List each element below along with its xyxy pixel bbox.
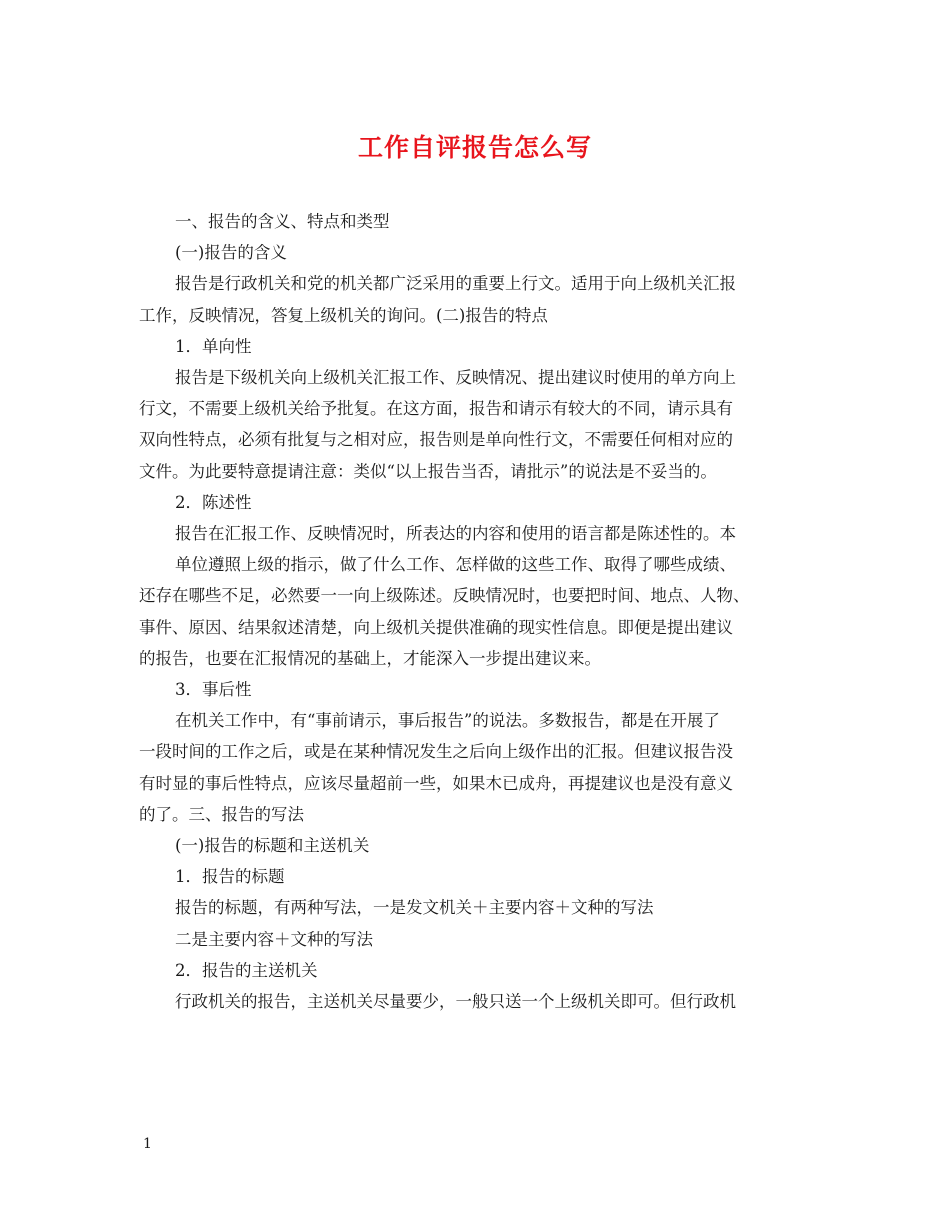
paragraph-line: 的报告，也要在汇报情况的基础上，才能深入一步提出建议来。 [139,648,601,668]
paragraph-line: 报告是下级机关向上级机关汇报工作、反映情况、提出建议时使用的单方向上 [175,368,736,388]
paragraph-line: 二是主要内容＋文种的写法 [175,929,373,949]
item-heading: 1．报告的标题 [175,867,285,887]
paragraph-line: 还存在哪些不足，必然要一一向上级陈述。反映情况时，也要把时间、地点、人物、 [139,586,750,606]
item-heading: 1．单向性 [175,336,252,356]
item-heading: 2．报告的主送机关 [175,960,318,980]
item-heading: 3．事后性 [175,680,252,700]
subsection-heading: (一)报告的含义 [175,243,287,263]
paragraph-line: 报告在汇报工作、反映情况时，所表达的内容和使用的语言都是陈述性的。本 [175,524,736,544]
paragraph-line: 一段时间的工作之后，或是在某种情况发生之后向上级作出的汇报。但建议报告没 [139,742,733,762]
section-heading-1: 一、报告的含义、特点和类型 [175,212,390,231]
paragraph-line: 报告的标题，有两种写法，一是发文机关＋主要内容＋文种的写法 [175,898,654,918]
paragraph-line: 在机关工作中，有“事前请示，事后报告”的说法。多数报告，都是在开展了 [175,711,720,731]
paragraph-line: 行政机关的报告，主送机关尽量要少，一般只送一个上级机关即可。但行政机 [175,992,736,1012]
paragraph-line: 单位遵照上级的指示，做了什么工作、怎样做的这些工作、取得了哪些成绩、 [175,555,736,575]
paragraph-line: 工作，反映情况，答复上级机关的询问。(二)报告的特点 [139,305,548,325]
item-heading: 2．陈述性 [175,492,252,512]
paragraph-line: 事件、原因、结果叙述清楚，向上级机关提供准确的现实性信息。即便是提出建议 [139,617,733,637]
paragraph-line: 的了。三、报告的写法 [139,804,304,824]
subsection-heading: (一)报告的标题和主送机关 [175,836,370,856]
paragraph-line: 行文，不需要上级机关给予批复。在这方面，报告和请示有较大的不同，请示具有 [139,399,733,419]
document-title: 工作自评报告怎么写 [357,133,592,162]
paragraph-line: 文件。为此要特意提请注意：类似“以上报告当否，请批示”的说法是不妥当的。 [139,461,717,481]
paragraph-line: 双向性特点，必须有批复与之相对应，报告则是单向性行文，不需要任何相对应的 [139,430,733,450]
paragraph-line: 报告是行政机关和党的机关都广泛采用的重要上行文。适用于向上级机关汇报 [175,274,736,294]
paragraph-line: 有时显的事后性特点，应该尽量超前一些，如果木已成舟，再提建议也是没有意义 [139,773,733,793]
page-number: 1 [143,1136,152,1152]
document-body [139,206,829,1017]
